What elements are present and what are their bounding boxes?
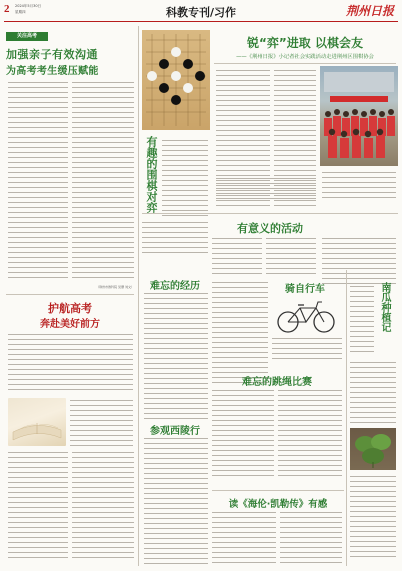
article-text-block (144, 293, 208, 423)
page-number: 2 (4, 3, 10, 15)
vertical-title-go: 有趣的围棋对弈 (145, 136, 158, 213)
article-text-block (216, 178, 316, 203)
article-text-block (8, 334, 133, 394)
column-tag-label: 关注高考 (16, 33, 37, 39)
headline-unforgettable-experience: 难忘的经历 (150, 281, 200, 292)
article-text-block (162, 140, 208, 220)
issue-date: 2024年5月30日 (15, 4, 42, 8)
article-text-block (142, 222, 208, 257)
bicycle-drawing (276, 296, 336, 334)
column-divider (138, 26, 139, 566)
article-text-block (350, 476, 396, 561)
go-board-photo (142, 30, 210, 130)
article-text-block (278, 390, 342, 480)
article-text-block (72, 82, 134, 282)
report-subheadline: ——《荆州日报》小记者社会实践活动走进荆州区围棋协会 (236, 54, 374, 60)
headline-parent-communication: 加强亲子有效沟通 (6, 48, 98, 61)
headline-helen-keller: 读《海伦·凯勒传》有感 (228, 499, 328, 510)
headline-cycling: 骑自行车 (285, 284, 325, 295)
column-tag (6, 32, 48, 41)
paper-logo: 荆州日报 (345, 4, 394, 18)
divider (6, 294, 134, 295)
issue-weekday: 星期四 (15, 10, 26, 14)
headline-parent-communication-2: 为高考考生缓压赋能 (6, 66, 99, 77)
article-text-block (266, 238, 316, 278)
headline-jump-rope: 难忘的跳绳比赛 (242, 377, 312, 388)
article-text-block (350, 362, 396, 427)
headline-visit-xiling: 参观西陵行 (150, 426, 200, 437)
headline-meaningful-activity: 有意义的活动 (237, 222, 303, 235)
book-photo (8, 398, 66, 446)
article-text-block (212, 390, 274, 480)
article-text-block (322, 172, 396, 202)
article-text-block (350, 286, 374, 356)
article-text-block (212, 238, 262, 278)
divider (142, 213, 398, 214)
article-text-block (8, 82, 68, 282)
article-text-block (212, 512, 276, 567)
article-text-block (8, 452, 68, 562)
headline-escort-exam: 护航高考 (48, 302, 92, 315)
vertical-title-pumpkin: 南瓜种植记 (379, 282, 390, 332)
article-text-block (272, 338, 342, 363)
section-title: 科教专刊/习作 (165, 6, 237, 19)
article-text-block (72, 452, 134, 562)
article-text-block (144, 438, 208, 568)
header-rule (4, 21, 398, 22)
article-text-block (212, 282, 268, 387)
column-divider (346, 270, 347, 566)
page-header (0, 0, 402, 22)
group-photo (320, 66, 398, 166)
divider (214, 63, 396, 64)
divider (212, 490, 344, 491)
article-text-block (70, 400, 133, 450)
pumpkin-seedling-photo (350, 428, 396, 470)
article-text-block (280, 512, 342, 567)
article-byline: （荆州市教科院 吴珊 刘文） (96, 285, 134, 289)
report-headline: 锐“弈”进取 以棋会友 (247, 36, 363, 50)
headline-escort-exam-2: 奔赴美好前方 (40, 319, 100, 330)
